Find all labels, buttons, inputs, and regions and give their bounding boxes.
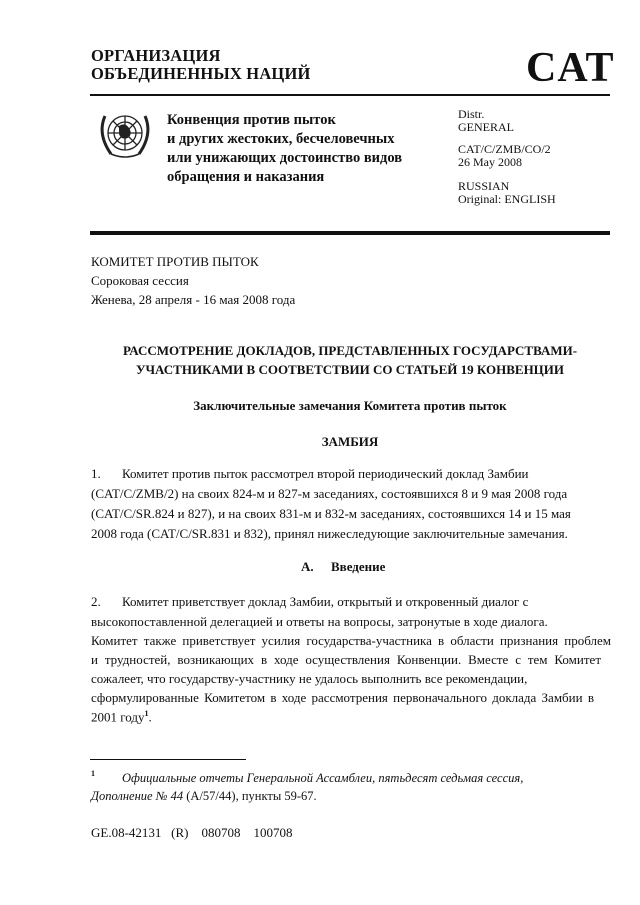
footnote-source-rest: (A/57/44), пункты 59-67.: [183, 789, 317, 803]
para2-line: Комитет также приветствует усилия государства-участника в области признания проблем: [91, 633, 611, 648]
footnote-separator: [90, 759, 246, 760]
footnote-mark: 1: [91, 769, 95, 778]
section-a-title: Введение: [331, 559, 386, 574]
para1-line: 2008 года (CAT/C/SR.831 и 832), принял нижеследующие заключительные замечания.: [91, 526, 568, 541]
para2-line: сформулированные Комитетом в ходе рассмотрения первоначального доклада Замбии в: [91, 690, 594, 705]
header-rule: [90, 94, 610, 96]
para2-last-text: 2001 году: [91, 709, 145, 725]
committee-name: КОМИТЕТ ПРОТИВ ПЫТОК: [91, 254, 259, 269]
period: .: [148, 709, 152, 725]
footnote-source-italic: Дополнение № 44: [91, 789, 184, 803]
para2-line: сожалеет, что государству-участнику не удалось выполнить все рекомендации,: [91, 671, 528, 686]
footnote-line2: [91, 789, 317, 804]
header-thick-rule: [90, 231, 610, 235]
para1-number: 1.: [91, 466, 101, 481]
document-series-symbol: CAT: [526, 45, 615, 91]
document-title-line: РАССМОТРЕНИЕ ДОКЛАДОВ, ПРЕДСТАВЛЕННЫХ ГОСУДАРСТВАМИ-: [122, 343, 578, 358]
document-date: 26 May 2008: [458, 155, 522, 169]
para2-number: 2.: [91, 594, 101, 609]
convention-title-line: Конвенция против пыток: [167, 112, 336, 128]
para2-line: высокопоставленной делегацией и ответы на вопросы, затронутые в ходе диалога.: [91, 614, 548, 629]
convention-title-line: и других жестоких, бесчеловечных: [167, 131, 395, 147]
para1-line: (CAT/C/SR.824 и 827), и на своих 831-м и 832-м заседаниях, состоявшихся 14 и 15 мая: [91, 506, 571, 521]
distr-label: Distr.: [458, 107, 485, 121]
convention-title-line: или унижающих достоинство видов: [167, 150, 403, 166]
document-symbol: CAT/C/ZMB/CO/2: [458, 142, 551, 156]
para2-line: и трудностей, возникающих в ходе осуществления Конвенции. Вместе с тем Комитет: [91, 652, 601, 667]
para1-line: Комитет против пыток рассмотрел второй периодический доклад Замбии: [122, 466, 529, 481]
org-name-line2: ОБЪЕДИНЕННЫХ НАЦИЙ: [91, 64, 311, 83]
distr-value: GENERAL: [458, 120, 514, 134]
country-heading: ЗАМБИЯ: [321, 434, 379, 449]
language: RUSSIAN: [458, 179, 510, 193]
convention-title-line: обращения и наказания: [167, 169, 325, 185]
committee-place-dates: Женева, 28 апреля - 16 мая 2008 года: [91, 292, 296, 307]
footnote-line1: Официальные отчеты Генеральной Ассамблеи, пятьдесят седьмая сессия,: [122, 771, 524, 785]
section-a-letter: A.: [301, 559, 314, 574]
footnote-reference[interactable]: 1: [144, 709, 149, 718]
para1-line: (CAT/C/ZMB/2) на своих 824-м и 827-м заседаниях, состоявшихся 8 и 9 мая 2008 года: [91, 486, 568, 501]
original-language: Original: ENGLISH: [458, 192, 556, 206]
job-number: GE.08-42131 (R) 080708 100708: [91, 825, 293, 840]
para2-last-line: [91, 709, 152, 725]
para2-line: Комитет приветствует доклад Замбии, открытый и откровенный диалог с: [122, 594, 529, 609]
document-title-line: УЧАСТНИКАМИ В СООТВЕТСТВИИ СО СТАТЬЕЙ 19 КОНВЕНЦИИ: [135, 362, 565, 377]
org-name-line1: ОРГАНИЗАЦИЯ: [91, 46, 221, 65]
document-subtitle: Заключительные замечания Комитета против пыток: [193, 398, 507, 413]
un-emblem-icon: [93, 106, 157, 162]
committee-session: Сороковая сессия: [91, 273, 189, 288]
